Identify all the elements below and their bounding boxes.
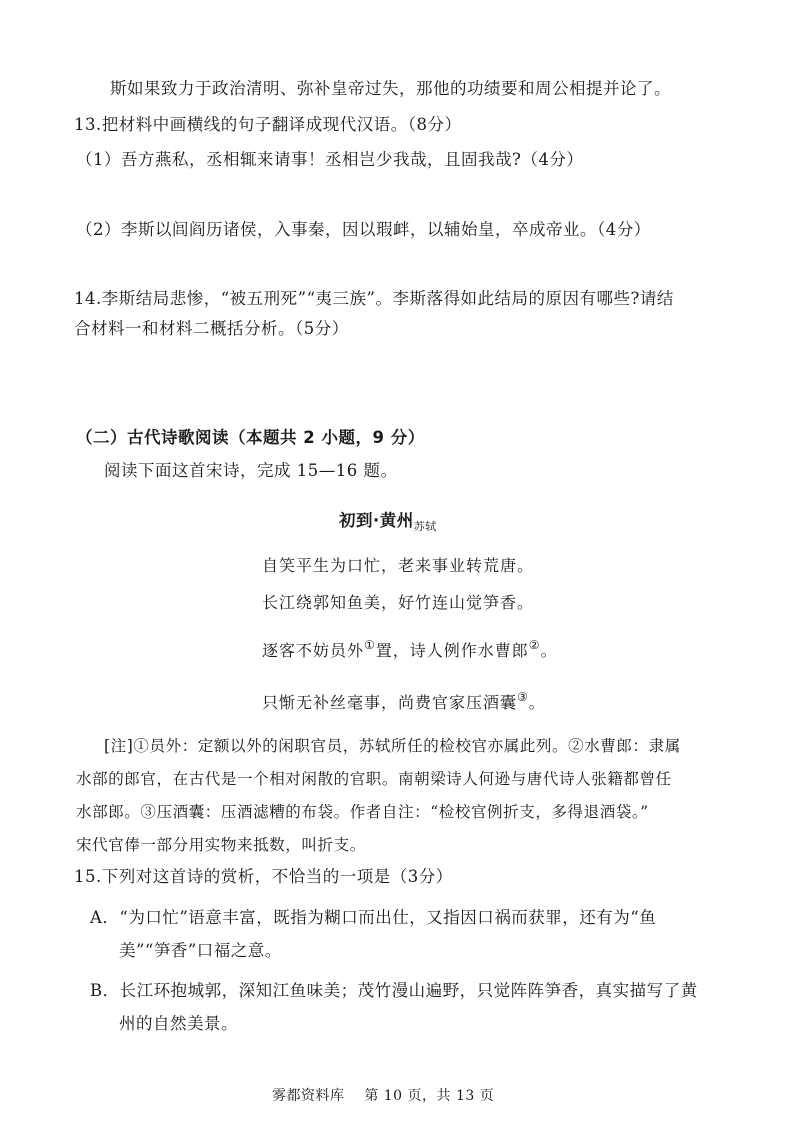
poem-line-2: 长江绕郭知鱼美，好竹连山觉笋香。 — [262, 593, 535, 612]
poem-notes-line-4: 宋代官俸一部分用实物来抵数，叫折支。 — [76, 836, 366, 854]
footnote-marker-3: ③ — [517, 690, 529, 704]
question-13-sub-1: （1）吾方燕私，丞相辄来请事！丞相岂少我哉，且固我哉?（4分） — [76, 150, 584, 169]
poem-line-3-part-c: 。 — [540, 641, 558, 660]
poem-line-1: 自笑平生为口忙，老来事业转荒唐。 — [262, 556, 535, 575]
poem-line-3 — [262, 634, 558, 662]
footnote-marker-2: ② — [528, 638, 541, 652]
poem-title — [339, 510, 437, 538]
passage-continuation-line: 斯如果致力于政治清明、弥补皇帝过失，那他的功绩要和周公相提并论了。 — [110, 79, 671, 98]
question-15-stem: 15.下列对这首诗的赏析，不恰当的一项是（3分） — [74, 867, 453, 886]
footer — [272, 1085, 494, 1105]
poem-notes-line-3: 水部郎。③压酒囊：压酒滤糟的布袋。作者自注：“检校官例折支，多得退酒袋。” — [76, 803, 649, 821]
question-15-option-b-line-2: 州的自然美景。 — [119, 1014, 238, 1033]
poem-line-3-part-a: 逐客不妨员外 — [262, 641, 365, 660]
question-15-option-b-line-1: B．长江环抱城郭，深知江鱼味美；茂竹漫山遍野，只觉阵阵笋香，真实描写了黄 — [90, 981, 698, 1000]
question-15-option-a-line-1: A．“为口忙”语意丰富，既指为糊口而出仕，又指因口祸而获罪，还有为“鱼 — [90, 908, 657, 927]
poem-line-3-part-b: 置，诗人例作水曹郎 — [375, 641, 529, 660]
question-15-option-a-line-2: 美”“笋香”口福之意。 — [119, 941, 282, 960]
poem-notes-line-2: 水部的郎官，在古代是一个相对闲散的官职。南朝梁诗人何逊与唐代诗人张籍都曾任 — [76, 770, 672, 788]
footer-page-info: 第 10 页，共 13 页 — [364, 1088, 495, 1104]
section-2-heading: （二）古代诗歌阅读（本题共 2 小题，9 分） — [76, 428, 425, 447]
section-2-intro: 阅读下面这首宋诗，完成 15—16 题。 — [104, 461, 398, 480]
question-13-stem: 13.把材料中画横线的句子翻译成现代汉语。（8分） — [74, 115, 462, 134]
footnote-marker-1: ① — [364, 638, 376, 652]
question-14-line-1: 14.李斯结局悲惨，“被五刑死”“夷三族”。李斯落得如此结局的原因有哪些?请结 — [74, 289, 674, 308]
poem-line-4-part-b: 。 — [528, 693, 546, 712]
question-14-line-2: 合材料一和材料二概括分析。（5分） — [74, 319, 349, 338]
poem-author: 苏轼 — [413, 520, 437, 533]
poem-line-4 — [262, 686, 546, 714]
footer-source: 雾都资料库 — [272, 1088, 345, 1104]
poem-line-4-part-a: 只惭无补丝毫事，尚费官家压酒囊 — [262, 693, 518, 712]
poem-title-text: 初到·黄州 — [339, 511, 414, 530]
question-13-sub-2: （2）李斯以闾阎历诸侯，入事秦，因以瑕衅，以辅始皇，卒成帝业。（4分） — [76, 220, 651, 239]
poem-notes-line-1: [注]①员外：定额以外的闲职官员，苏轼所任的检校官亦属此列。②水曹郎：隶属 — [104, 737, 681, 755]
